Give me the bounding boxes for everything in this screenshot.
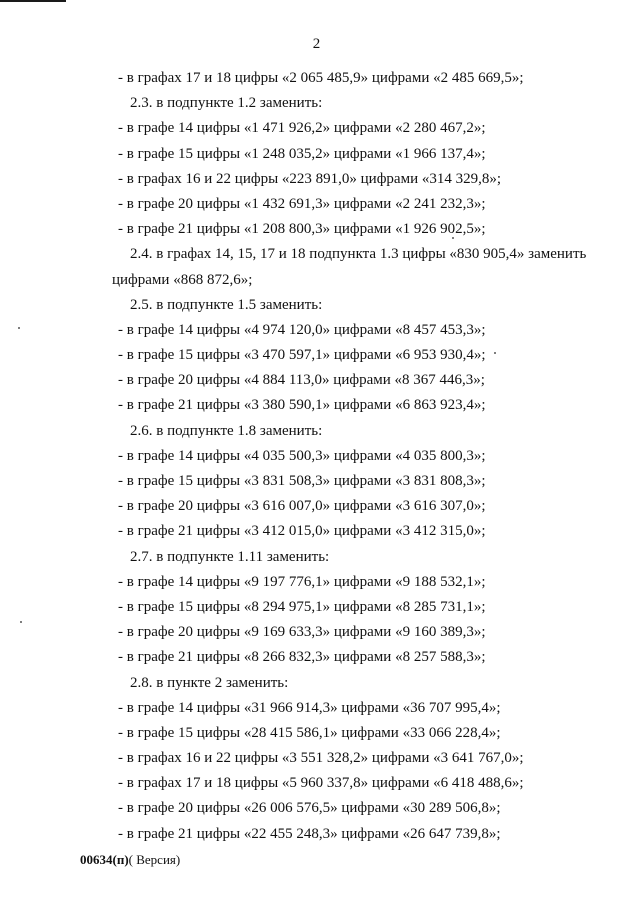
list-item: - в графе 20 цифры «1 432 691,3» цифрами «2 241 232,3»; [118, 195, 486, 212]
list-item: - в графе 14 цифры «1 471 926,2» цифрами «2 280 467,2»; [118, 120, 486, 137]
list-item: - в графах 16 и 22 цифры «3 551 328,2» цифрами «3 641 767,0»; [118, 750, 524, 767]
paragraph-line: 2.4. в графах 14, 15, 17 и 18 подпункта 1.3 цифры «830 905,4» заменить [130, 246, 587, 263]
list-item: - в графе 14 цифры «4 035 500,3» цифрами «4 035 800,3»; [118, 447, 486, 464]
list-item: - в графе 14 цифры «31 966 914,3» цифрами «36 707 995,4»; [118, 699, 501, 716]
page-number: 2 [312, 36, 321, 52]
list-item: - в графе 21 цифры «8 266 832,3» цифрами «8 257 588,3»; [118, 649, 486, 666]
list-item: - в графах 17 и 18 цифры «2 065 485,9» цифрами «2 485 669,5»; [118, 70, 524, 86]
list-item: - в графе 15 цифры «8 294 975,1» цифрами «8 285 731,1»; [118, 598, 486, 615]
list-item: - в графе 15 цифры «3 470 597,1» цифрами «6 953 930,4»; [118, 347, 486, 364]
list-item: - в графе 15 цифры «1 248 035,2» цифрами «1 966 137,4»; [118, 145, 486, 162]
paragraph-line: 2.5. в подпункте 1.5 заменить: [130, 296, 323, 313]
paragraph-line: 2.8. в пункте 2 заменить: [130, 674, 289, 691]
list-item: - в графе 20 цифры «26 006 576,5» цифрами «30 289 506,8»; [118, 800, 501, 817]
scan-edge-line [0, 0, 66, 2]
list-item: - в графе 21 цифры «1 208 800,3» цифрами «1 926 902,5»; [118, 221, 486, 238]
list-item: - в графе 20 цифры «9 169 633,3» цифрами «9 160 389,3»; [118, 624, 486, 641]
document-code: 00634(п) [80, 852, 129, 867]
scan-speck [18, 327, 20, 329]
list-item: - в графах 16 и 22 цифры «223 891,0» цифрами «314 329,8»; [118, 170, 502, 187]
scan-speck [494, 352, 496, 354]
paragraph-line: 2.6. в подпункте 1.8 заменить: [130, 422, 323, 439]
list-item: - в графе 20 цифры «3 616 007,0» цифрами «3 616 307,0»; [118, 498, 486, 515]
list-item: - в графе 15 цифры «28 415 586,1» цифрами «33 066 228,4»; [118, 724, 501, 741]
list-item: - в графе 21 цифры «22 455 248,3» цифрами «26 647 739,8»; [118, 825, 501, 842]
paragraph-line: цифрами «868 872,6»; [112, 271, 253, 288]
list-item: - в графе 21 цифры «3 380 590,1» цифрами «6 863 923,4»; [118, 397, 486, 414]
scan-speck [452, 237, 454, 239]
list-item: - в графе 15 цифры «3 831 508,3» цифрами «3 831 808,3»; [118, 473, 486, 489]
paragraph-line: 2.7. в подпункте 1.11 заменить: [130, 548, 330, 565]
document-version: ( Версия) [128, 852, 181, 867]
list-item: - в графах 17 и 18 цифры «5 960 337,8» цифрами «6 418 488,6»; [118, 775, 524, 792]
list-item: - в графе 20 цифры «4 884 113,0» цифрами «8 367 446,3»; [118, 372, 485, 389]
list-item: - в графе 14 цифры «4 974 120,0» цифрами «8 457 453,3»; [118, 321, 486, 338]
document-footer [80, 852, 180, 868]
document-body [0, 66, 633, 847]
list-item: - в графе 21 цифры «3 412 015,0» цифрами «3 412 315,0»; [118, 523, 486, 540]
paragraph-line: 2.3. в подпункте 1.2 заменить: [130, 95, 323, 112]
list-item: - в графе 14 цифры «9 197 776,1» цифрами «9 188 532,1»; [118, 573, 486, 590]
scan-speck [20, 621, 22, 623]
